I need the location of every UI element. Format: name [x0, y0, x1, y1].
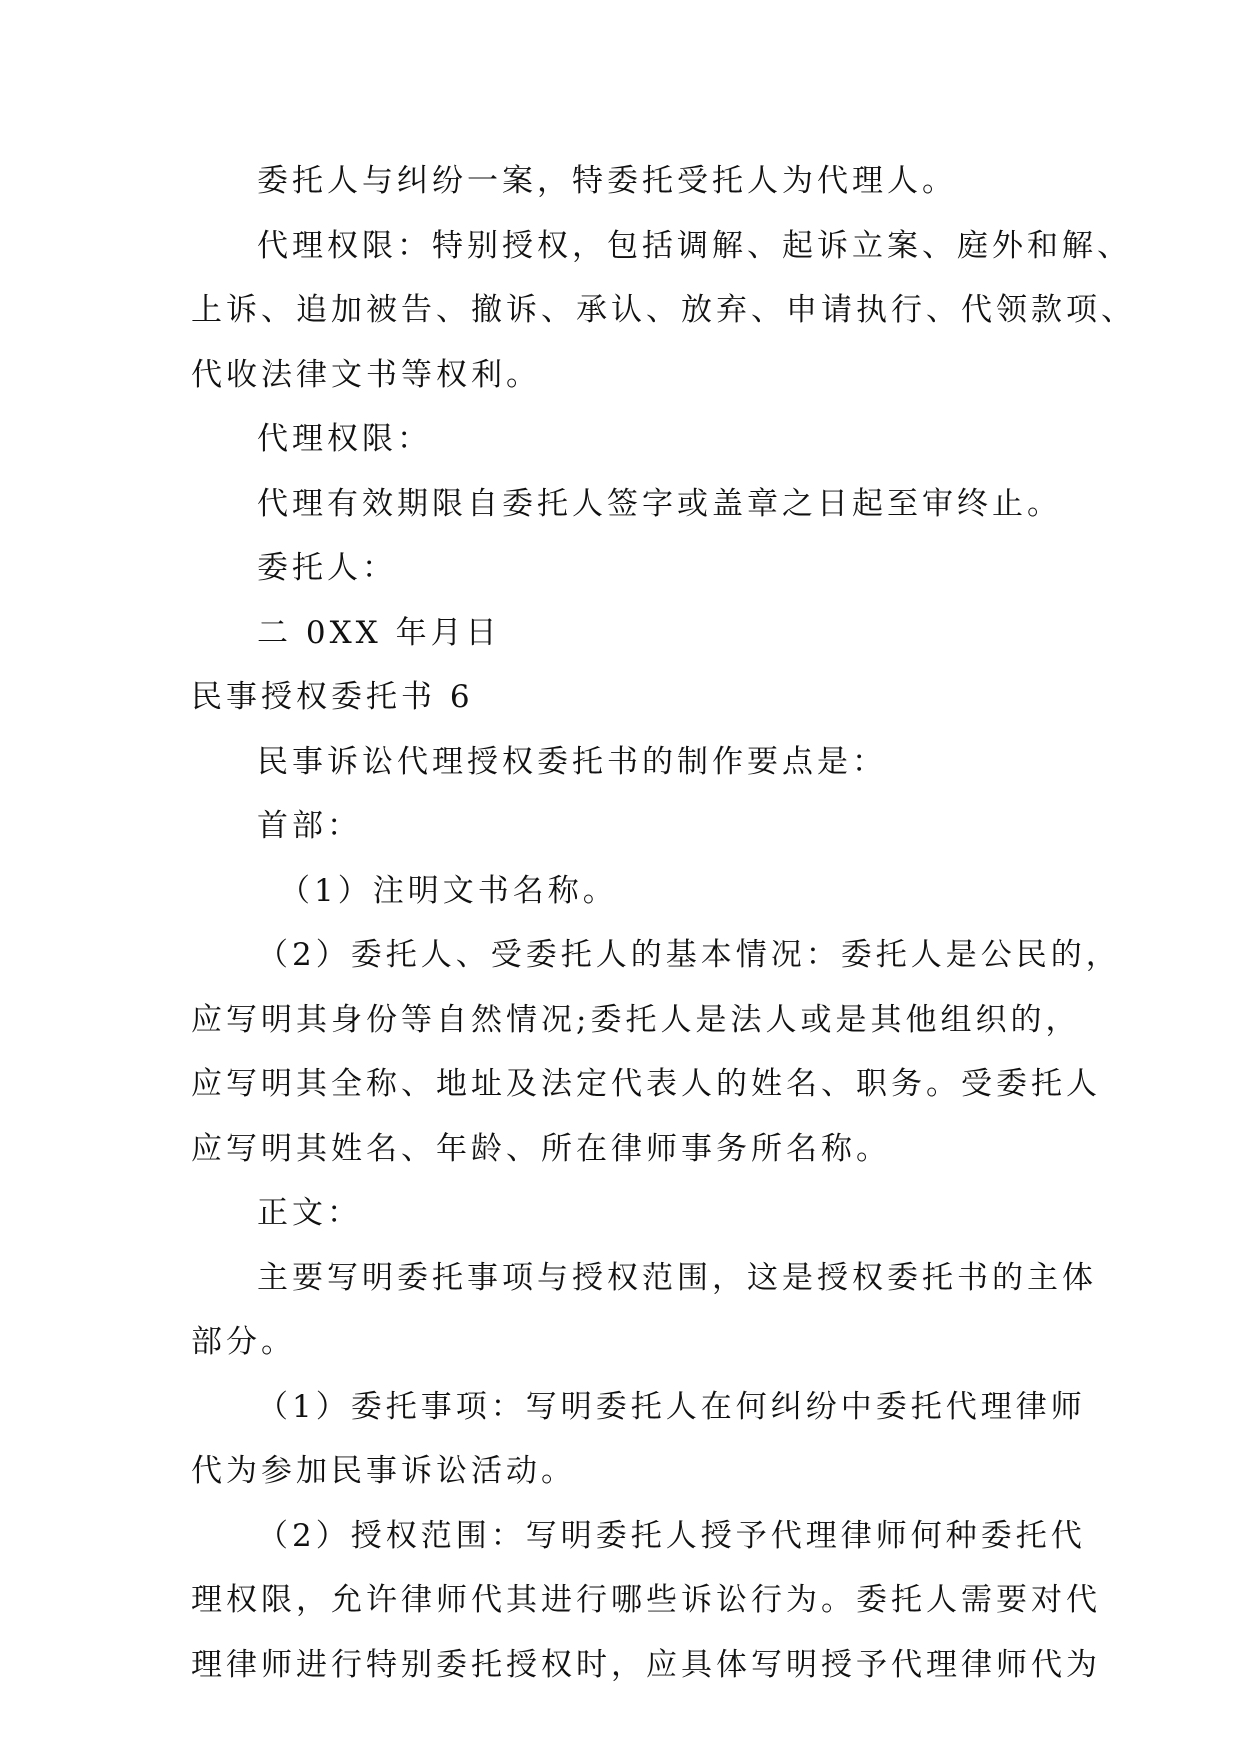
document-body — [191, 161, 1136, 1709]
subheading: 正文： — [257, 1195, 362, 1231]
paragraph-line: 上诉、追加被告、撤诉、承认、放弃、申请执行、代领款项、 — [191, 292, 1136, 328]
paragraph-line: 代为参加民事诉讼活动。 — [191, 1453, 576, 1489]
paragraph-line: 代收法律文书等权利。 — [191, 356, 541, 393]
paragraph-line: 部分。 — [191, 1324, 296, 1360]
list-item: （1）注明文书名称。 — [279, 872, 618, 909]
list-item: （1）委托事项：写明委托人在何纠纷中委托代理律师 — [257, 1388, 1086, 1425]
paragraph-line: 应写明其全称、地址及法定代表人的姓名、职务。受委托人 — [191, 1066, 1101, 1102]
paragraph-line: 委托人与纠纷一案，特委托受托人为代理人。 — [257, 163, 957, 199]
paragraph-line: 代理权限：特别授权，包括调解、起诉立案、庭外和解、 — [257, 227, 1132, 264]
paragraph-line: 主要写明委托事项与授权范围，这是授权委托书的主体 — [257, 1259, 1097, 1296]
paragraph-line: 代理有效期限自委托人签字或盖章之日起至审终止。 — [257, 485, 1062, 522]
section-heading: 民事授权委托书 6 — [191, 679, 474, 715]
paragraph-line: 应写明其身份等自然情况;委托人是法人或是其他组织的， — [191, 1001, 1081, 1038]
paragraph-line: 民事诉讼代理授权委托书的制作要点是： — [257, 743, 887, 780]
list-item: （2）委托人、受委托人的基本情况：委托人是公民的， — [257, 937, 1121, 973]
paragraph-line: 理权限，允许律师代其进行哪些诉讼行为。委托人需要对代 — [191, 1582, 1101, 1618]
paragraph-line: 理律师进行特别委托授权时，应具体写明授予代理律师代为 — [191, 1646, 1101, 1683]
paragraph-line: 应写明其姓名、年龄、所在律师事务所名称。 — [191, 1130, 891, 1167]
date-line: 二 0XX 年月日 — [257, 614, 501, 651]
list-item: （2）授权范围：写明委托人授予代理律师何种委托代 — [257, 1517, 1086, 1554]
paragraph-line: 委托人： — [257, 550, 397, 586]
subheading: 首部： — [257, 808, 362, 844]
paragraph-line: 代理权限： — [257, 421, 432, 457]
